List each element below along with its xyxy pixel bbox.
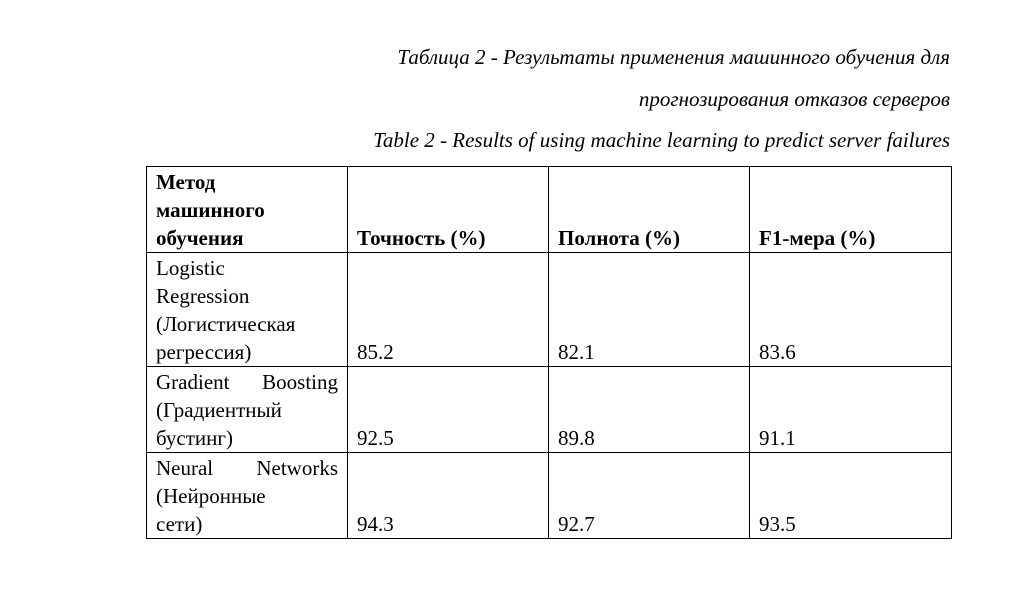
method-cell [147,367,348,453]
method-cell [147,253,348,367]
method-line: Neural Networks [156,456,338,480]
method-line: Gradient Boosting [156,370,338,394]
table-row [147,453,952,539]
table-header-row [147,167,952,253]
f1-cell: 83.6 [750,253,952,367]
method-line: сети) [156,512,203,536]
table-row [147,253,952,367]
table-row [147,367,952,453]
table-caption-ru-line2: прогнозирования отказов серверов [638,87,950,111]
method-line: (Логистическая [156,312,296,336]
method-cell [147,453,348,539]
header-precision: Точность (%) [348,167,549,253]
header-method-line1: Метод [156,170,216,194]
method-line: Logistic [156,256,225,280]
method-line: бустинг) [156,426,233,450]
f1-cell: 91.1 [750,367,952,453]
precision-cell: 85.2 [348,253,549,367]
header-f1: F1-мера (%) [750,167,952,253]
method-line: Regression [156,284,250,308]
recall-cell: 92.7 [549,453,750,539]
header-recall: Полнота (%) [549,167,750,253]
precision-cell: 92.5 [348,367,549,453]
table-caption-ru-line1: Таблица 2 - Результаты применения машинного обучения для [397,45,950,69]
header-method [147,167,348,253]
recall-cell: 89.8 [549,367,750,453]
f1-cell: 93.5 [750,453,952,539]
results-table [146,166,952,539]
method-line: регрессия) [156,340,252,364]
method-line: (Градиентный [156,398,282,422]
recall-cell: 82.1 [549,253,750,367]
method-line: (Нейронные [156,484,266,508]
header-method-line3: обучения [156,226,244,250]
table-caption-en: Table 2 - Results of using machine learning to predict server failures [373,128,950,152]
precision-cell: 94.3 [348,453,549,539]
header-method-line2: машинного [156,198,265,222]
